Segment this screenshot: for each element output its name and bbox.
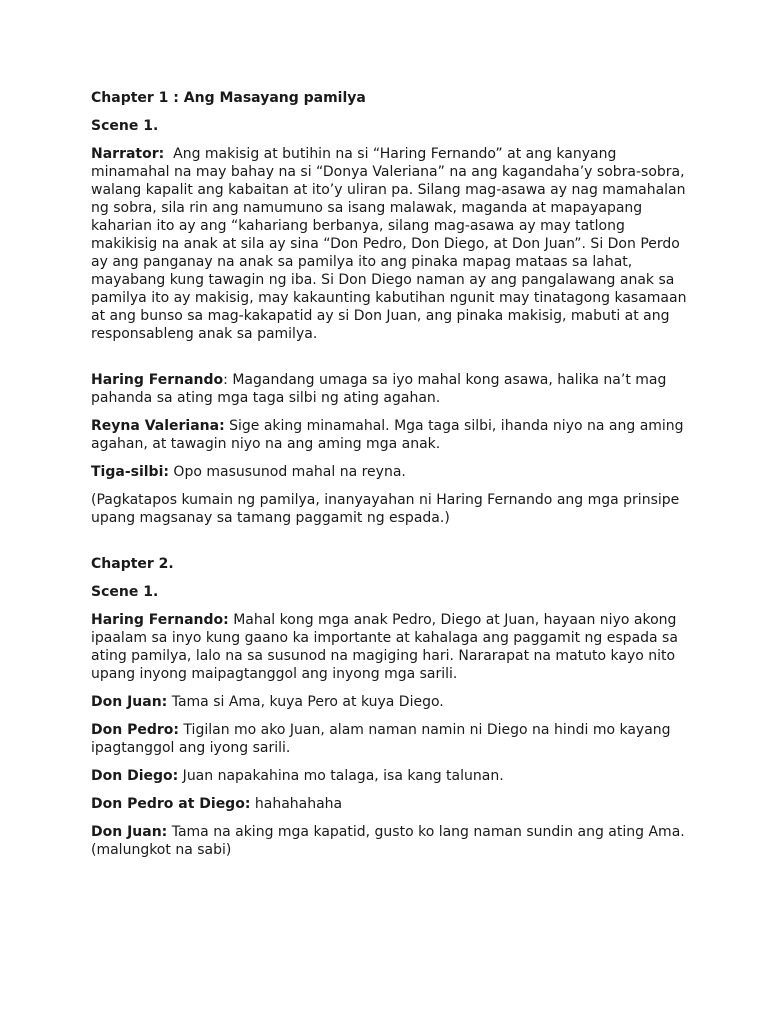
dialogue-text: ay ang panganay na anak sa pamilya ito ang pinaka mapag mataas sa lahat, [91, 254, 633, 270]
dialogue-text: ating pamilya, lalo na sa susunod na magiging hari. Nararapat na matuto kayo nito [91, 648, 676, 664]
speaker-name: Don Diego: [91, 768, 179, 784]
dialogue-text: Ang makisig at butihin na si “Haring Fernando” at ang kanyang [164, 146, 617, 162]
dialogue-paragraph [91, 795, 708, 813]
speaker-name: Don Pedro: [91, 722, 179, 738]
dialogue-text: Tama si Ama, kuya Pero at kuya Diego. [167, 694, 444, 710]
stage-direction-text: upang magsanay sa tamang paggamit ng espada.) [91, 510, 450, 526]
dialogue-text: kaharian ito ay ang “kahariang berbanya, silang mag-asawa ay may tatlong [91, 218, 625, 234]
dialogue-text: ipaalam sa inyo kung gaano ka importante at kahalaga ang paggamit ng espada sa [91, 630, 678, 646]
scene-title: Scene 1. [91, 118, 159, 134]
dialogue-text: mayabang kung tawagin ng iba. Si Don Diego naman ay ang pangalawang anak sa [91, 272, 675, 288]
dialogue-text: at ang bunso sa mag-kakapatid ay si Don Juan, ang pinaka makisig, mabuti at ang [91, 308, 670, 324]
dialogue-text: Tigilan mo ako Juan, alam naman namin ni Diego na hindi mo kayang [178, 722, 671, 738]
dialogue-paragraph [91, 823, 708, 859]
speaker-name: Haring Fernando: [91, 612, 229, 628]
dialogue-text: pamilya ito ay makisig, may kakaunting kabutihan ngunit may tinatagong kasamaan [91, 290, 687, 306]
chapter-title: Chapter 2. [91, 556, 174, 572]
dialogue-text: Juan napakahina mo talaga, isa kang talunan. [178, 768, 504, 784]
scene-title: Scene 1. [91, 584, 159, 600]
speaker-name: Don Juan: [91, 694, 168, 710]
dialogue-text: minamahal na may bahay na si “Donya Valeriana” na ang kagandaha’y sobra-sobra, [91, 164, 685, 180]
dialogue-text: Tama na aking mga kapatid, gusto ko lang naman sundin ang ating Ama. [167, 824, 685, 840]
dialogue-paragraph [91, 693, 708, 711]
dialogue-text: makikisig na anak at sila ay sina “Don Pedro, Don Diego, at Don Juan”. Si Don Perdo [91, 236, 680, 252]
dialogue-text: upang inyong maipagtanggol ang inyong mga sarili. [91, 666, 458, 682]
dialogue-text: (malungkot na sabi) [91, 842, 232, 858]
dialogue-paragraph [91, 721, 708, 757]
dialogue-text: ng sobra, sila rin ang namumuno sa isang malawak, maganda at mapayapang [91, 200, 643, 216]
dialogue-text: responsableng anak sa pamilya. [91, 326, 318, 342]
dialogue-text: agahan, at tawagin niyo na ang aming mga anak. [91, 436, 441, 452]
speaker-name: Don Pedro at Diego: [91, 796, 251, 812]
dialogue-text: Mahal kong mga anak Pedro, Diego at Juan, hayaan niyo akong [228, 612, 677, 628]
dialogue-text: : Magandang umaga sa iyo mahal kong asawa, halika na’t mag [223, 372, 667, 388]
speaker-name: Reyna Valeriana: [91, 418, 225, 434]
dialogue-text: pahanda sa ating mga taga silbi ng ating agahan. [91, 390, 441, 406]
dialogue-paragraph [91, 463, 708, 481]
dialogue-paragraph [91, 417, 708, 453]
narrator-paragraph [91, 145, 708, 343]
speaker-name: Narrator: [91, 146, 165, 162]
dialogue-paragraph [91, 767, 708, 785]
stage-direction [91, 491, 708, 527]
speaker-name: Don Juan: [91, 824, 168, 840]
dialogue-text: ipagtanggol ang iyong sarili. [91, 740, 291, 756]
dialogue-paragraph [91, 611, 708, 683]
dialogue-paragraph [91, 371, 708, 407]
stage-direction-text: (Pagkatapos kumain ng pamilya, inanyayahan ni Haring Fernando ang mga prinsipe [91, 492, 680, 508]
speaker-name: Haring Fernando [91, 372, 224, 388]
dialogue-text: walang kapalit ang kabaitan at ito’y uliran pa. Silang mag-asawa ay nag mamahalan [91, 182, 686, 198]
speaker-name: Tiga-silbi: [91, 464, 169, 480]
chapter-title: Chapter 1 : Ang Masayang pamilya [91, 90, 366, 106]
dialogue-text: hahahahaha [250, 796, 343, 812]
dialogue-text: Opo masusunod mahal na reyna. [168, 464, 406, 480]
dialogue-text: Sige aking minamahal. Mga taga silbi, ihanda niyo na ang aming [224, 418, 684, 434]
